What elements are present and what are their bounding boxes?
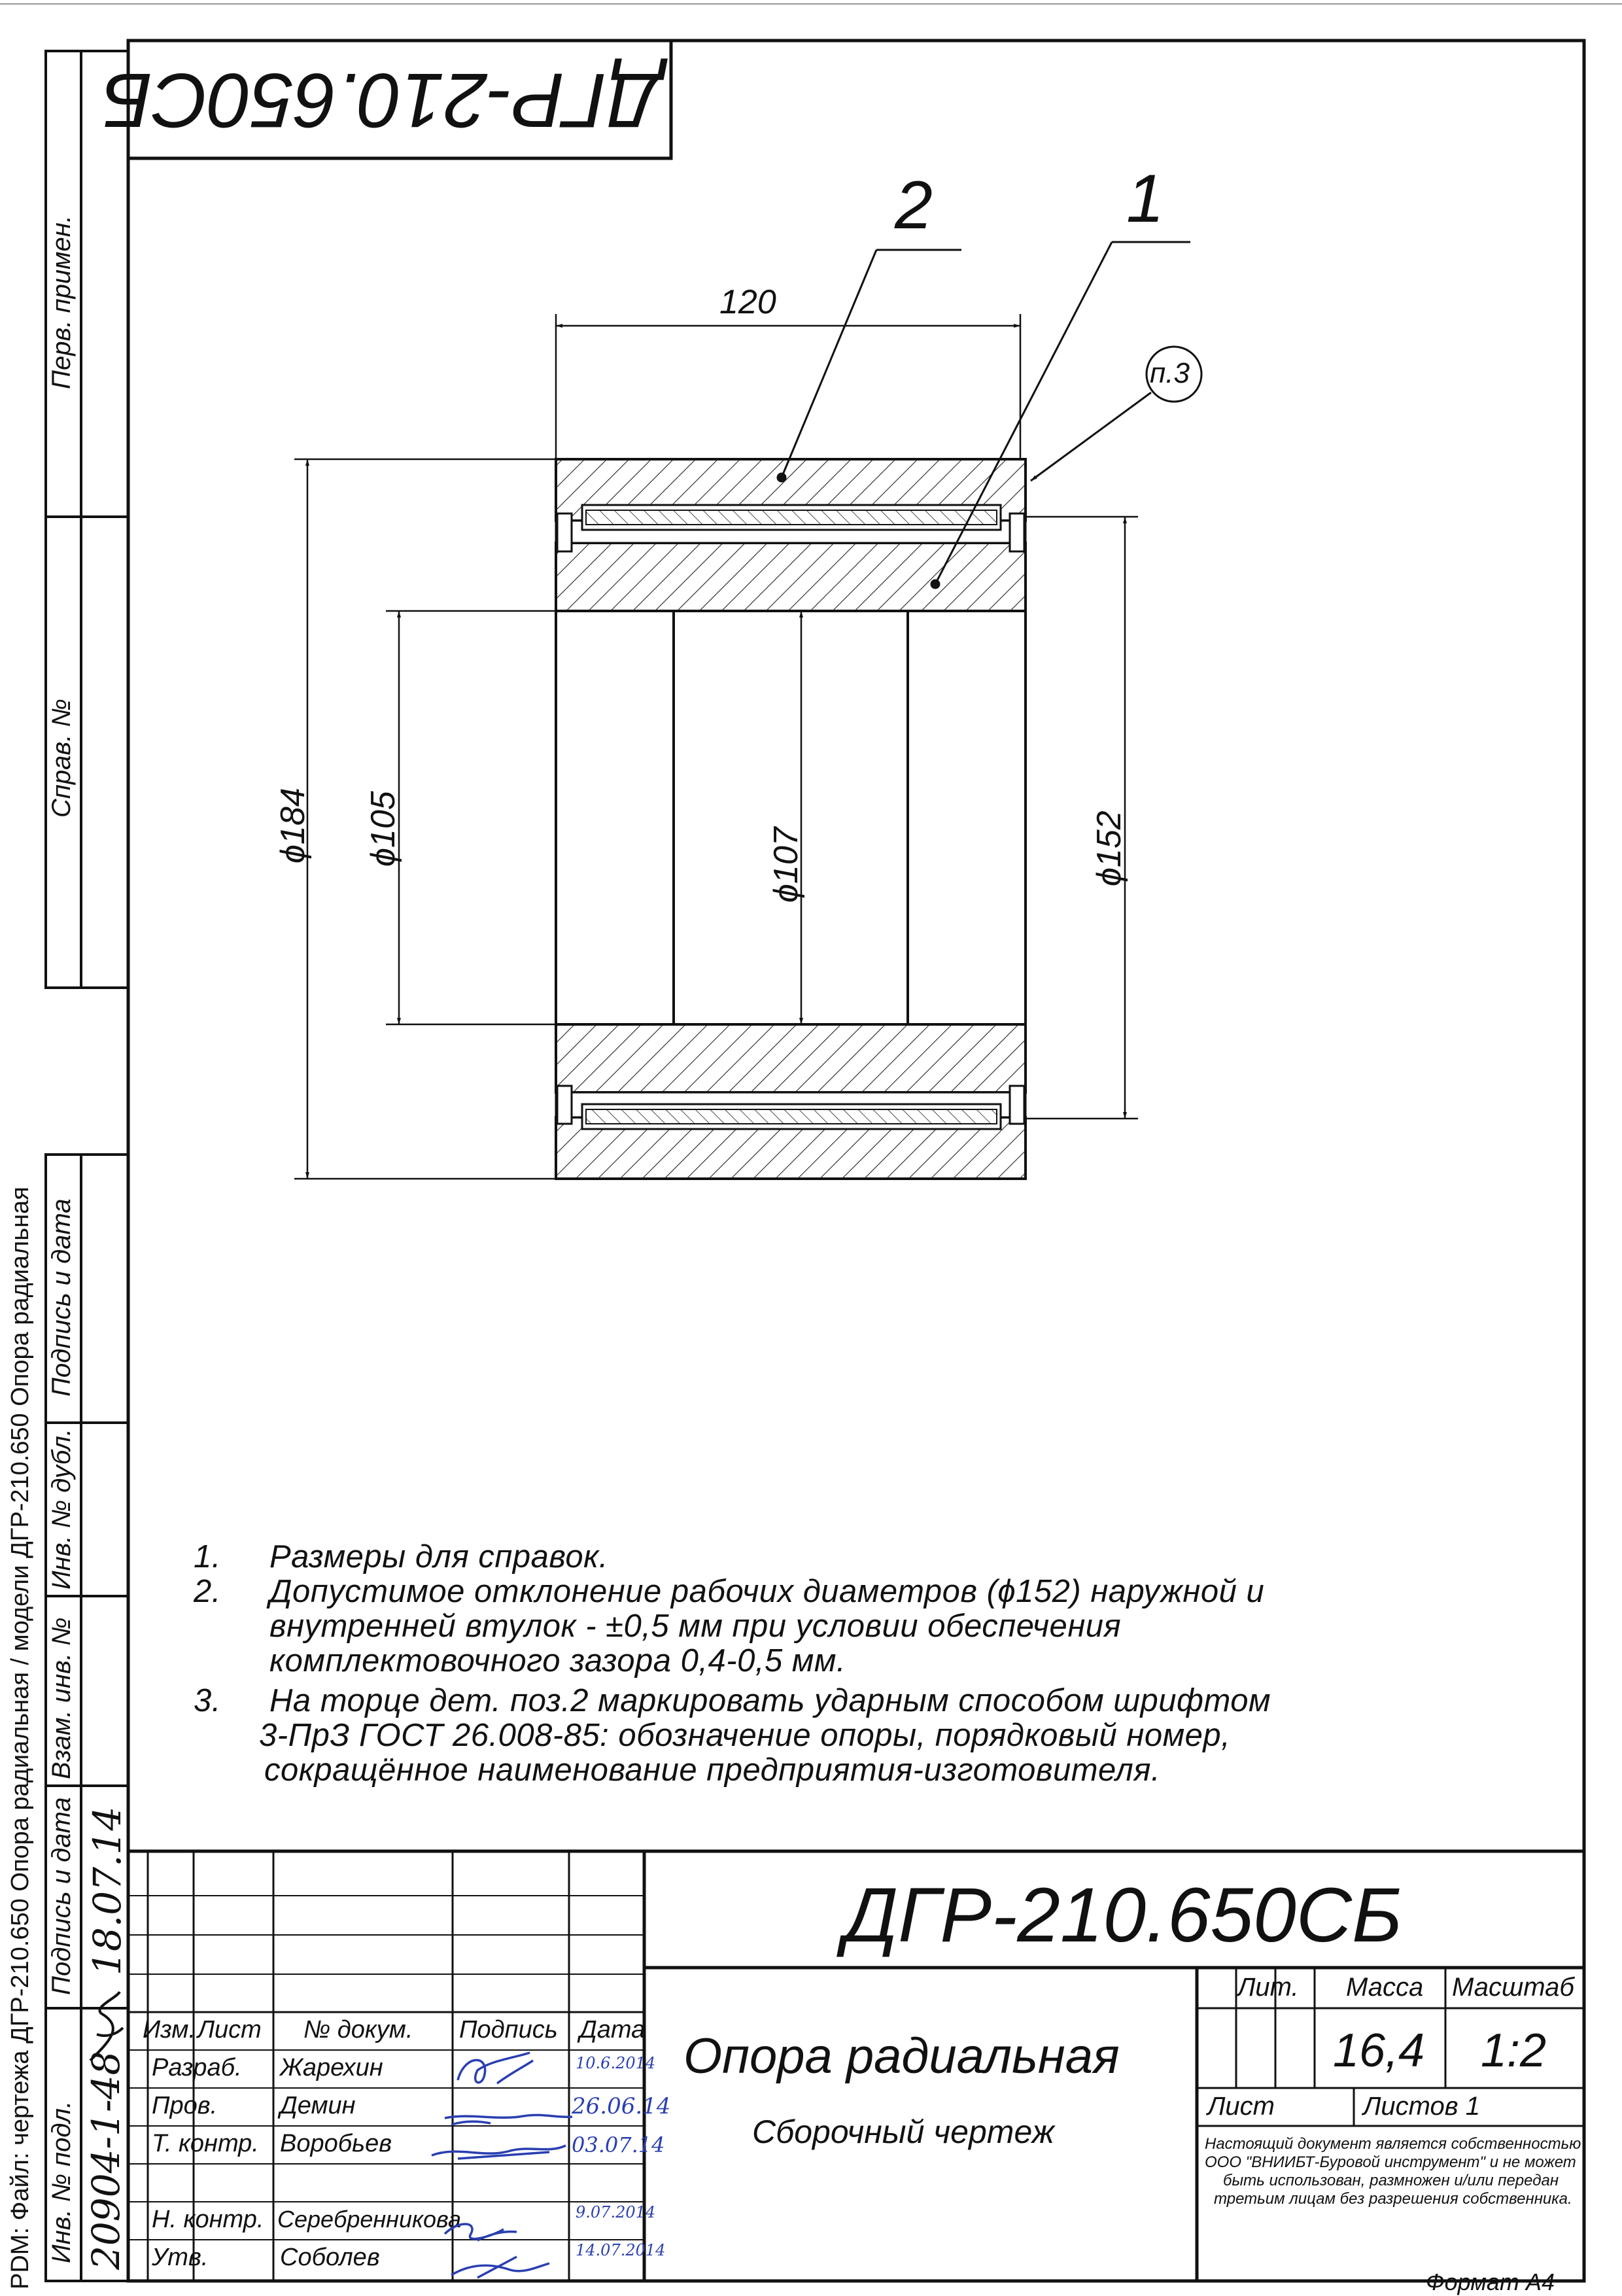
ownership-line-1: Настоящий документ является собственностью: [1205, 2135, 1581, 2153]
assembly-section: [556, 459, 1026, 1179]
central-bore: [674, 611, 908, 1024]
document-code-upside-down: ДГР-210.650СБ: [102, 57, 661, 143]
note-2-number: 2.: [194, 1574, 221, 1609]
note-3-number: 3.: [194, 1683, 221, 1718]
date-n-kontr: 9.07.2014: [576, 2203, 656, 2221]
header-podpis: Подпись: [459, 2016, 558, 2044]
ownership-line-3: быть использован, размножен и/или передан: [1223, 2172, 1559, 2189]
note-3-line-2: 3-ПрЗ ГОСТ 26.008-85: обозначение опоры, порядковый номер,: [259, 1718, 1231, 1753]
inv-no-podl-label: Инв. № подл.: [47, 2100, 76, 2263]
role-prov: Пров.: [152, 2092, 218, 2119]
name-razrab: Жарехин: [280, 2054, 383, 2081]
header-list: Лист: [198, 2016, 262, 2044]
role-razrab: Разраб.: [152, 2054, 242, 2081]
date-t-kontr: 03.07.14: [572, 2132, 665, 2157]
name-prov: Демин: [280, 2092, 356, 2119]
list-label: Лист: [1207, 2092, 1275, 2121]
header-izm: Изм.: [143, 2016, 196, 2044]
dim-dia-152: ϕ152: [1090, 810, 1128, 886]
inv-no-dubl-label: Инв. № дубл.: [47, 1429, 76, 1590]
pdm-file-path: PDM: Файл: чертежа ДГР-210.650 Опора радиальная / модели ДГР-210.650 Опора радиальная: [7, 1187, 34, 2289]
inner-sleeve-bottom: [556, 1024, 1026, 1092]
name-t-kontr: Воробьев: [280, 2130, 392, 2157]
title-block-code: ДГР-210.650СБ: [844, 1872, 1402, 1958]
inv-no-podl-value: 20904-1-48: [84, 2051, 128, 2270]
dim-dia-184: ϕ184: [274, 788, 312, 863]
inner-sleeve-top: [556, 543, 1026, 611]
callout-label: п.3: [1150, 357, 1190, 389]
podpis-date-value: 18.07.14: [85, 1806, 129, 1975]
dim-dia-105: ϕ105: [364, 791, 402, 867]
name-utv: Соболев: [280, 2244, 380, 2271]
perv-primen-label: Перв. примен.: [47, 215, 76, 389]
role-t-kontr: Т. контр.: [152, 2130, 259, 2157]
masshtab-value: 1:2: [1481, 2025, 1547, 2077]
name-n-kontr: Серебренникова: [277, 2206, 462, 2233]
ownership-line-2: ООО "ВНИИБТ-Буровой инструмент" и не может: [1205, 2153, 1576, 2171]
vzam-inv-no-label: Взам. инв. №: [47, 1617, 76, 1779]
sprav-no-label: Справ. №: [47, 699, 76, 818]
side-signature-mark: [84, 1989, 127, 2067]
listov-label: Листов 1: [1363, 2092, 1481, 2121]
date-razrab: 10.6.2014: [576, 2054, 656, 2072]
date-utv: 14.07.2014: [576, 2241, 666, 2259]
signatures: [419, 2047, 582, 2283]
position-label-2: 2: [895, 167, 933, 243]
header-no-dokum: № докум.: [303, 2016, 413, 2044]
note-2-line-2: внутренней втулок - ±0,5 мм при условии обеспечения: [269, 1609, 1122, 1644]
massa-value: 16,4: [1333, 2025, 1425, 2077]
note-3-line-3: сокращённое наименование предприятия-изготовителя.: [264, 1752, 1161, 1788]
ownership-line-4: третьим лицам без разрешения собственника.: [1214, 2190, 1572, 2208]
podpis-data-label-1: Подпись и дата: [47, 1198, 76, 1397]
massa-label: Масса: [1346, 1973, 1424, 2002]
lit-label: Лит.: [1237, 1973, 1299, 2002]
note-3-line-1: На торце дет. поз.2 маркировать ударным способом шрифтом: [269, 1683, 1271, 1718]
dim-length-120: 120: [719, 283, 776, 321]
note-2-line-1: Допустимое отклонение рабочих диаметров (ϕ152) наружной и: [269, 1574, 1265, 1609]
note-1-line-1: Размеры для справок.: [269, 1539, 608, 1574]
role-utv: Утв.: [152, 2244, 209, 2271]
date-prov: 26.06.14: [572, 2093, 671, 2119]
note-1-number: 1.: [194, 1539, 221, 1574]
format-label: Формат А4: [1426, 2269, 1555, 2295]
dim-dia-107: ϕ107: [767, 827, 805, 903]
header-data: Дата: [579, 2016, 646, 2044]
position-label-1: 1: [1126, 161, 1164, 237]
note-2-line-3: комплектовочного зазора 0,4-0,5 мм.: [269, 1643, 846, 1679]
podpis-data-label-2: Подпись и дата: [47, 1797, 76, 1995]
role-n-kontr: Н. контр.: [152, 2206, 264, 2233]
title-block-doc-type: Сборочный чертеж: [752, 2113, 1055, 2150]
title-block-name: Опора радиальная: [683, 2028, 1120, 2084]
masshtab-label: Масштаб: [1452, 1973, 1574, 2002]
